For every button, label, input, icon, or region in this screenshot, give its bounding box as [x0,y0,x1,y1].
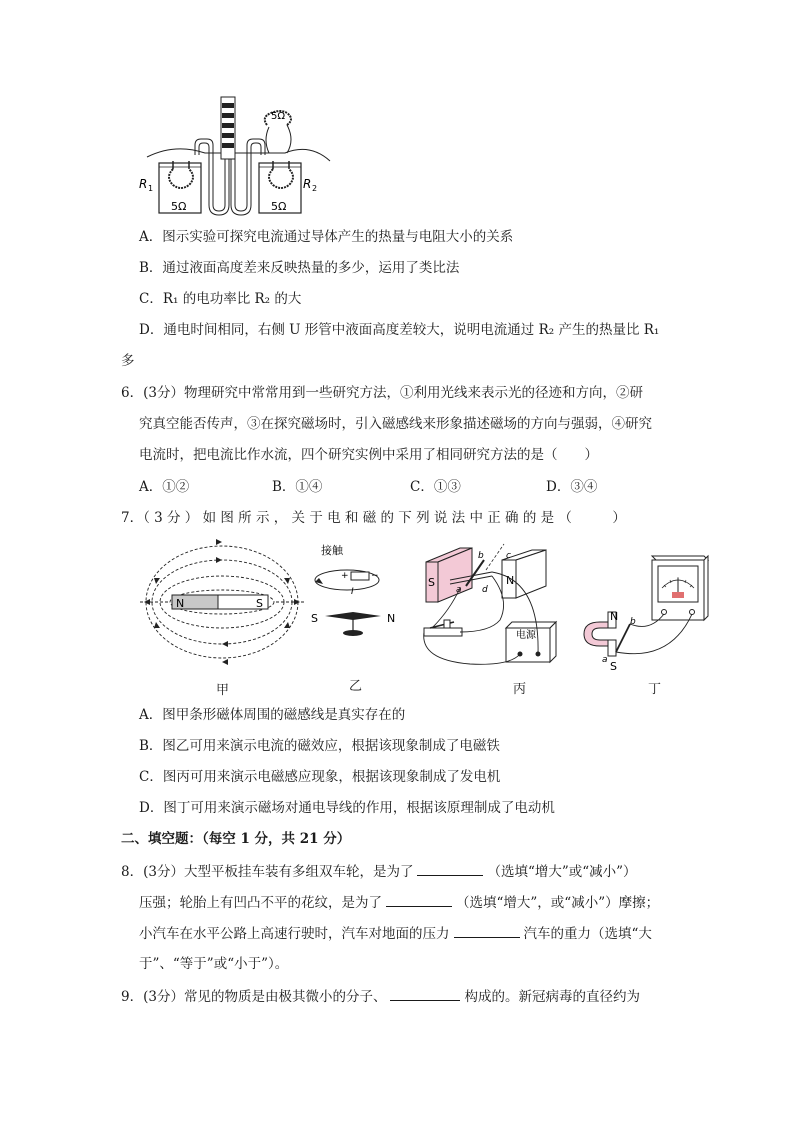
q6-stem-line3: 电流时，把电流比作水流，四个研究实例中采用了相同研究方法的是（ ） [139,447,598,463]
q8-line3-part2: 汽车的重力（选填“大 [523,926,652,942]
q5-option-a: A．图示实验可探究电流通过导体产生的热量与电阻大小的关系 [139,229,514,245]
q6-option-c: C．①③ [410,479,461,495]
right-resistance-value: 5Ω [271,200,287,213]
wire [147,149,330,161]
q7-option-b: B．图乙可用来演示电流的磁效应，根据该现象制成了电磁铁 [139,738,500,754]
q7-option-a: A．图甲条形磁体周围的磁感线是真实存在的 [139,707,406,723]
magnet-n-label: N [506,574,515,587]
q9-blank-1[interactable] [390,986,460,1001]
q8-blank-2[interactable] [386,892,452,907]
q7-option-c: C．图丙可用来演示电磁感应现象，根据该现象制成了发电机 [139,769,501,785]
horseshoe-magnet [584,622,608,646]
point-a-label: a [456,585,462,595]
q8-line3-part1: 小汽车在水平公路上高速行驶时，汽车对地面的压力 [139,926,450,942]
q8-line3 [139,923,652,944]
current-label: I [351,587,354,597]
magnet-s-label: S [256,597,263,610]
figure-jia-caption: 甲 [216,683,230,698]
point-b-label: b [630,617,636,627]
power-source-label: 电源 [516,630,536,641]
figure-yi-caption: 乙 [349,679,363,694]
q8-line4: 于”、“等于”或“小于”）。 [139,956,289,972]
right-resistor-coil [269,169,293,188]
point-d-label: d [482,585,488,595]
r2-label: R [303,177,312,191]
magnet-s-label: S [428,576,435,589]
q6-stem-line2: 究真空能否传声，③在探究磁场时，引入磁感线来形象描述磁场的方向与强弱，④研究 [139,416,652,432]
q8-line1 [121,861,637,882]
galvanometer-figure [580,552,710,672]
horseshoe-n-label: N [610,610,619,623]
battery [351,572,369,580]
q8-line2 [139,892,659,913]
r1-subscript: 1 [148,184,154,193]
switch-base [424,628,462,636]
point-a-label: a [602,655,608,665]
q6-option-b: B．①④ [272,479,323,495]
oersted-experiment-figure [305,540,405,640]
conductor-ab [616,624,630,652]
q7-stem: 7．（ 3 分 ） 如 图 所 示 ， 关 于 电 和 磁 的 下 列 说 法 中 正 确 的 是 （ ） [121,510,626,526]
q5-option-c: C．R₁ 的电功率比 R₂ 的大 [139,291,302,307]
left-resistance-value: 5Ω [171,200,187,213]
q6-stem-line1: 6．(3分）物理研究中常常用到一些研究方法，①利用光线来表示光的径迹和方向，②研 [121,385,643,401]
battery-plus: + [341,571,349,581]
q8-blank-1[interactable] [417,861,483,876]
right-u-tube [235,101,265,211]
top-resistance-value: 5Ω [271,111,286,122]
contact-label: 接触 [321,544,343,557]
q8-line2-part2: （选填“增大”，或“减小”）摩擦； [456,895,660,911]
q9-line1-part1: 9．(3分）常见的物质是由极其微小的分子、 [121,989,387,1005]
q8-blank-3[interactable] [454,923,520,938]
figure-ding-caption: 丁 [648,682,662,697]
q8-line1-part2: （选填“增大”或“减小”） [487,864,637,880]
q6-option-a: A．①② [139,479,190,495]
q5-option-b: B．通过液面高度差来反映热量的多少，运用了类比法 [139,260,460,276]
q7-option-d: D．图丁可用来演示磁场对通电导线的作用，根据该原理制成了电动机 [139,800,555,816]
r2-subscript: 2 [312,184,318,193]
section-2-title: 二、填空题：（每空 1 分，共 21 分） [121,831,351,847]
left-resistor-coil [169,169,193,188]
needle-n-label: N [387,612,396,625]
q9-line1-part2: 构成的。新冠病毒的直径约为 [464,989,640,1005]
q9-line1 [121,986,640,1007]
figure-bing-caption: 丙 [513,682,527,697]
q6-option-d: D．③④ [546,479,598,495]
needle-s-label: S [311,612,318,625]
q5-option-d-cont: 多 [121,353,135,369]
q5-option-d: D．通电时间相同，右侧 U 形管中液面高度差较大，说明电流通过 R₂ 产生的热量比 R₁ [139,322,660,338]
horseshoe-s-label: S [610,660,617,672]
battery-minus: − [371,571,379,581]
r1-label: R [139,177,148,191]
point-c-label: c [506,551,511,561]
bar-magnet-field-figure [140,538,305,673]
q8-line1-part1: 8．(3分）大型平板挂车装有多组双车轮，是为了 [121,864,414,880]
joule-heating-apparatus-figure [135,95,335,220]
magnet-n-label: N [176,597,185,610]
magnet-power-source-figure [420,540,570,670]
q8-line2-part1: 压强；轮胎上有凹凸不平的花纹，是为了 [139,895,382,911]
point-b-label: b [478,551,484,561]
